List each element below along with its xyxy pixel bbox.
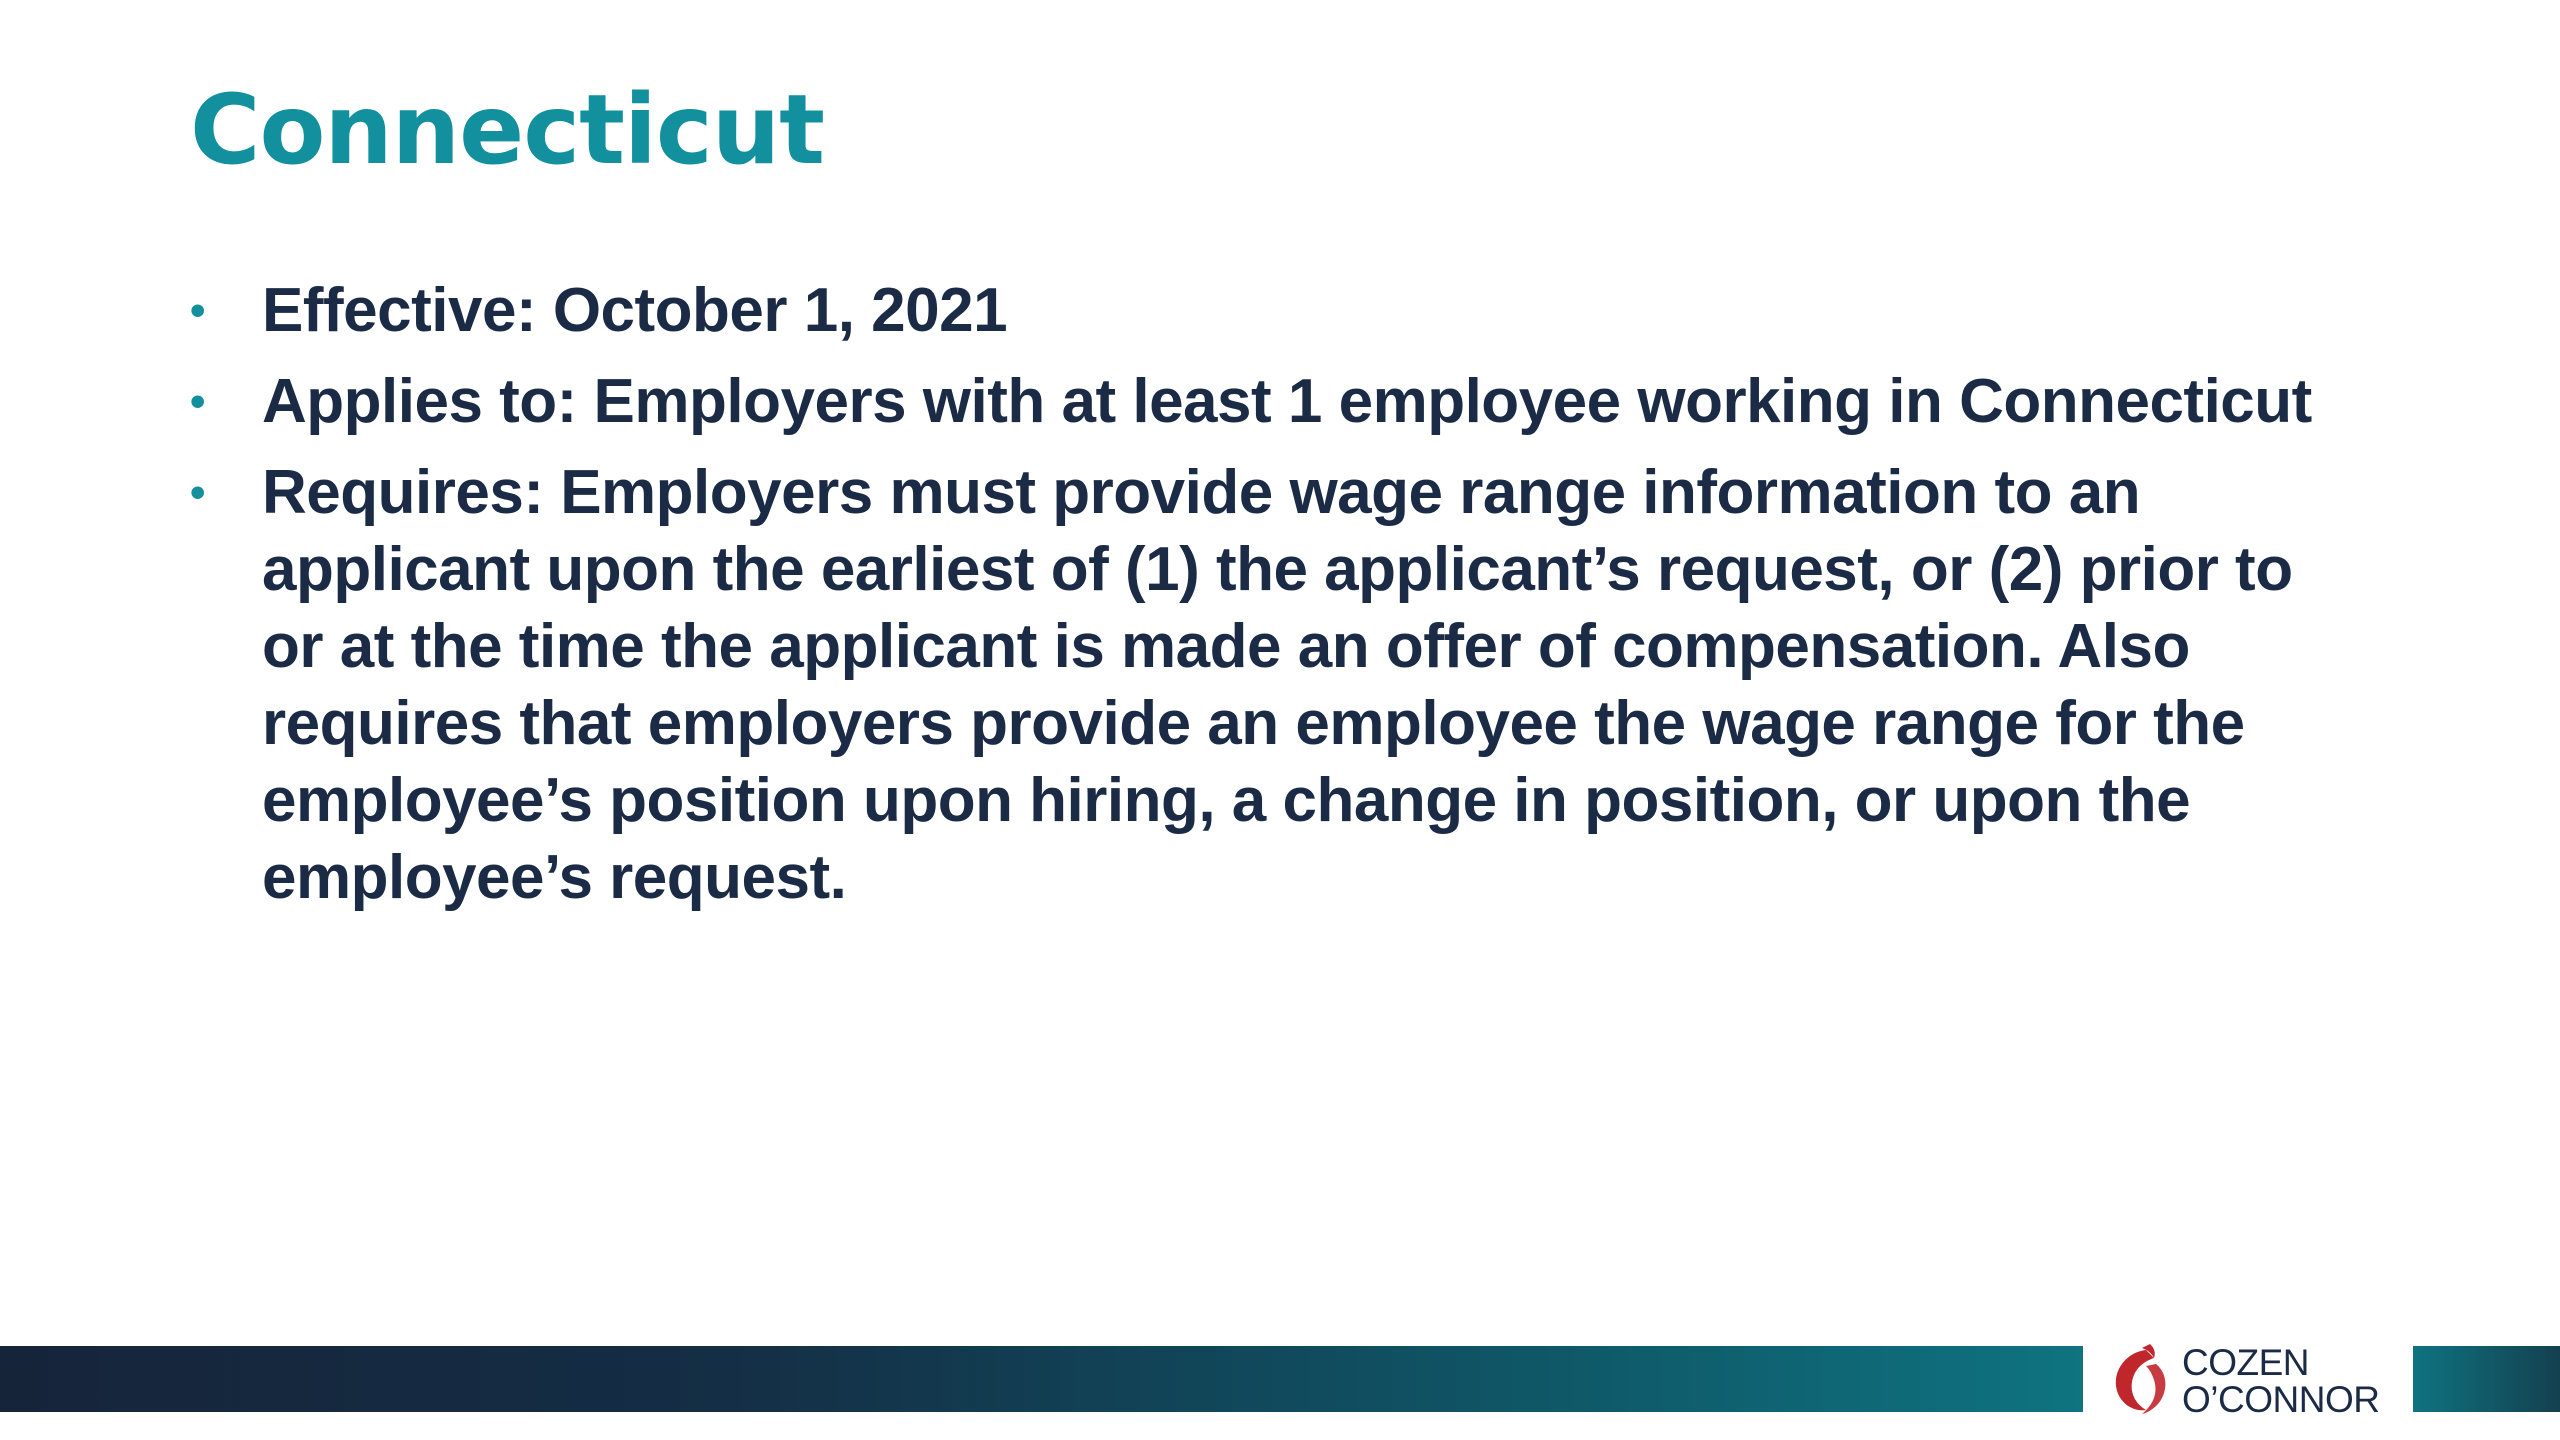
- bullet-item-applies-to: [190, 363, 2320, 440]
- bullet-item-effective: [190, 272, 2320, 349]
- logo-line-1: COZEN: [2182, 1342, 2309, 1383]
- bullet-icon: •: [190, 468, 205, 517]
- bullet-text: Requires: Employers must provide wage range information to an applicant upon the earliest of (1) the applicant’s request, or (2) prior to or at the time the applicant is made an offer of compensation. Also requires that employers provide an employee the wage range for the employee’s position upon hiring, a change in position, or upon the employee’s request.: [262, 458, 2293, 912]
- logo-wordmark: [2182, 1344, 2379, 1418]
- bullet-text: Applies to: Employers with at least 1 employee working in Connecticut: [262, 367, 2312, 436]
- footer-bar-right: [2413, 1346, 2560, 1412]
- slide-title: Connecticut: [190, 74, 825, 186]
- bullet-list: [190, 272, 2320, 930]
- bullet-text: Effective: October 1, 2021: [262, 276, 1008, 345]
- footer-bar-left: [0, 1346, 2083, 1412]
- bullet-icon: •: [190, 286, 205, 335]
- bullet-icon: •: [190, 377, 205, 426]
- bullet-item-requires: [190, 454, 2320, 916]
- logo-line-2: O’CONNOR: [2182, 1379, 2380, 1420]
- company-logo: [2106, 1336, 2396, 1426]
- cozen-oconnor-logo-icon: [2106, 1342, 2176, 1418]
